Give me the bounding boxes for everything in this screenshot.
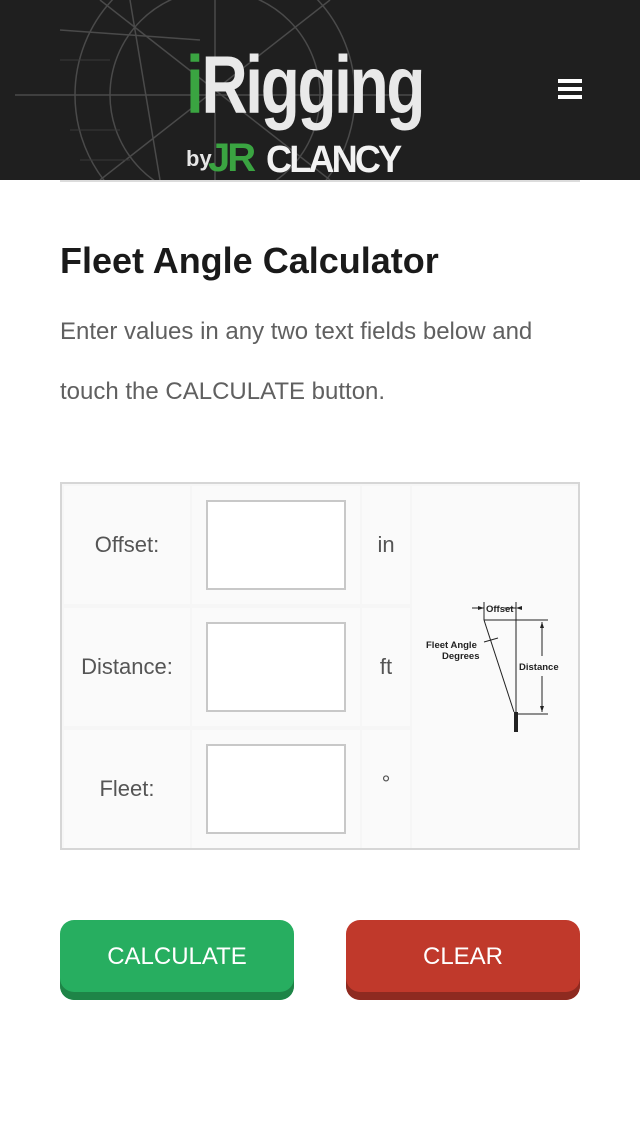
fleet-line xyxy=(484,620,514,712)
irigging-logo xyxy=(186,40,436,180)
menu-bar xyxy=(558,95,582,99)
logo-i: i xyxy=(186,40,202,131)
page-title: Fleet Angle Calculator xyxy=(60,240,439,281)
distance-label: Distance: xyxy=(64,608,190,726)
logo-jr: JR xyxy=(208,136,254,180)
header-divider xyxy=(60,180,580,182)
logo-wordmark xyxy=(186,40,423,132)
instructions-text: Enter values in any two text fields below and touch the CALCULATE button. xyxy=(60,318,533,405)
menu-bar xyxy=(558,87,582,91)
arrowhead xyxy=(540,622,544,628)
distance-unit: ft xyxy=(362,608,410,726)
fleet-angle-diagram xyxy=(412,486,578,848)
fleet-label: Fleet: xyxy=(64,730,190,848)
logo-rigging: Rigging xyxy=(201,40,424,131)
arrowhead xyxy=(478,606,484,610)
calculate-button-label: CALCULATE xyxy=(107,943,247,970)
offset-label: Offset: xyxy=(64,486,190,604)
diagram-offset-label: Offset xyxy=(486,604,514,615)
diagram-angle-label-2: Degrees xyxy=(442,651,480,662)
clear-button[interactable] xyxy=(346,920,580,1000)
app-header xyxy=(0,0,640,180)
fleet-input-cell xyxy=(192,730,360,848)
diagram-distance-label: Distance xyxy=(519,662,559,673)
calculate-button[interactable] xyxy=(60,920,294,1000)
fleet-input[interactable] xyxy=(206,744,346,834)
diagram-angle-label-1: Fleet Angle xyxy=(426,640,477,651)
fleet-angle-calculator xyxy=(60,482,580,850)
hamburger-menu-icon[interactable] xyxy=(552,74,588,104)
offset-input-cell xyxy=(192,486,360,604)
offset-unit: in xyxy=(362,486,410,604)
clear-button-label: CLEAR xyxy=(422,943,504,970)
arrowhead xyxy=(516,606,522,610)
menu-bar xyxy=(558,79,582,83)
fleet-angle-diagram-cell xyxy=(412,486,578,848)
arrowhead xyxy=(540,706,544,712)
cable-drum xyxy=(514,712,518,732)
distance-input[interactable] xyxy=(206,622,346,712)
offset-input[interactable] xyxy=(206,500,346,590)
logo-clancy: CLANCY xyxy=(266,139,400,180)
logo-by: by xyxy=(186,146,212,171)
fleet-unit: ° xyxy=(362,730,410,848)
distance-input-cell xyxy=(192,608,360,726)
